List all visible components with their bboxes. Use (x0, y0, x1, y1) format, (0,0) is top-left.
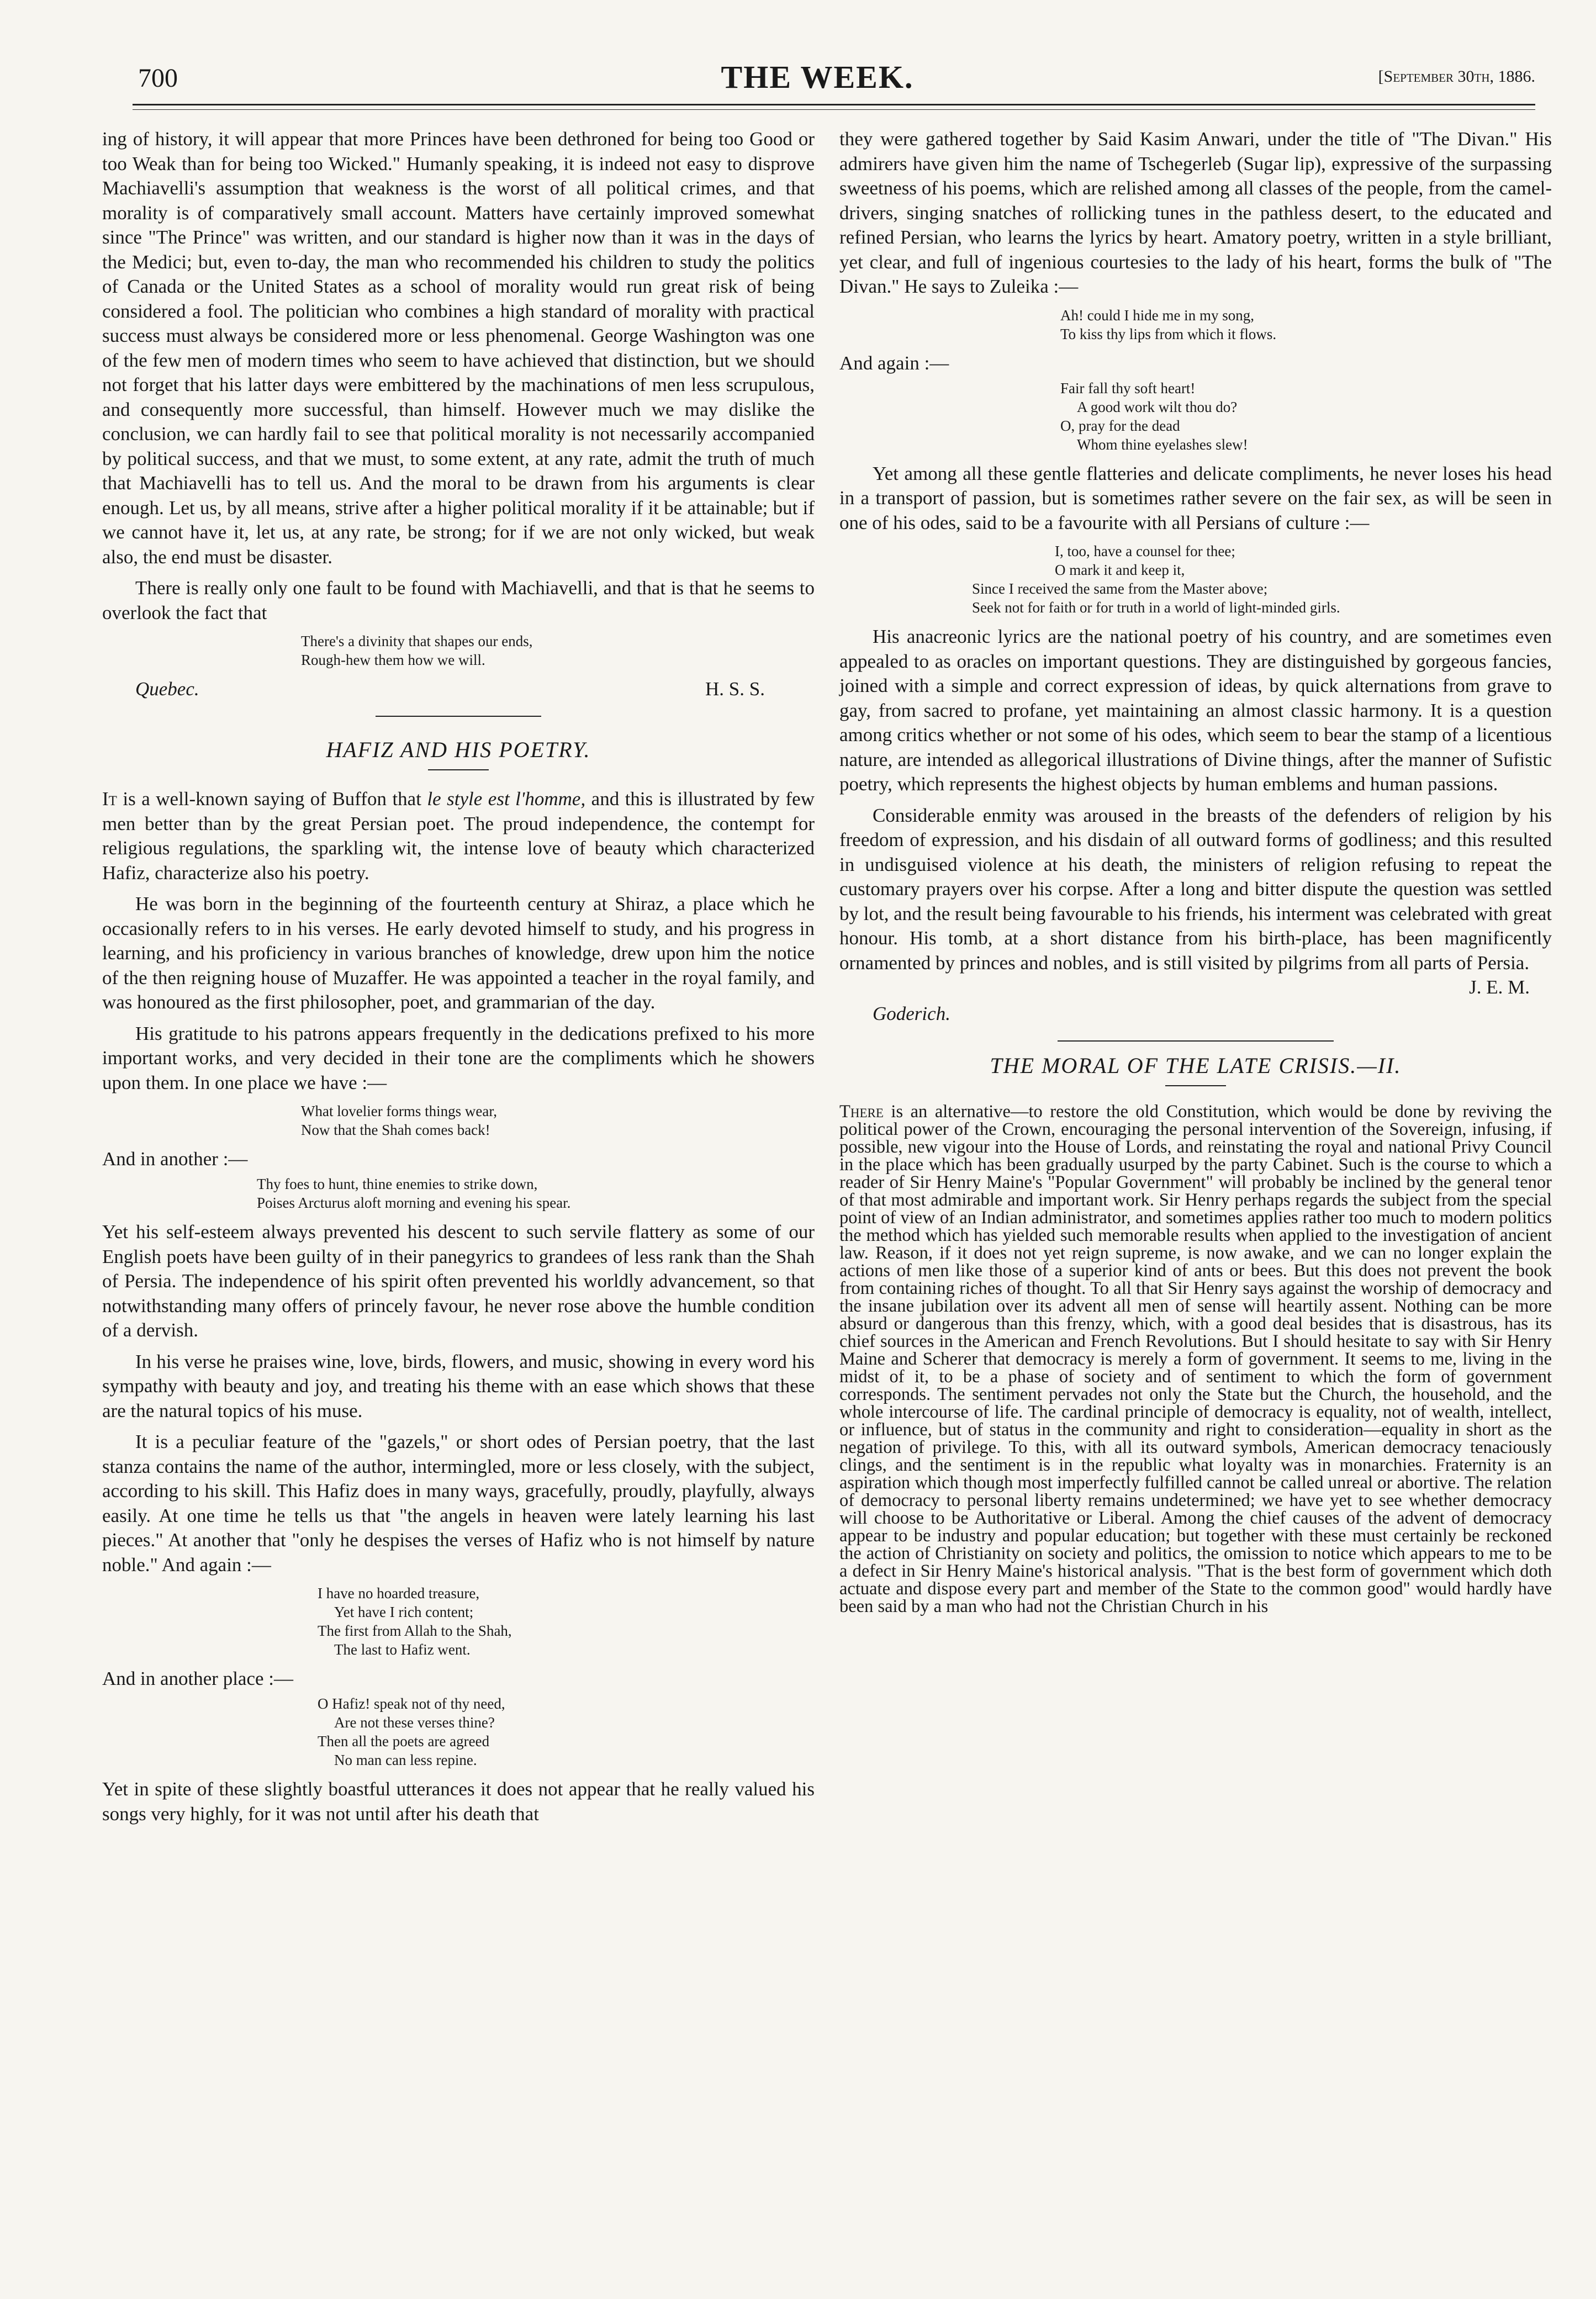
text-run: is a well-known saying of Buffon that (117, 788, 427, 810)
paragraph: Yet among all these gentle flatteries and delicate compliments, he never loses his head in a transport of passion, but is sometimes rather severe on the fair sex, as will be seen in one of his odes, said to be a favourite with all Persians of culture :— (839, 462, 1552, 533)
verse-line: O Hafiz! speak not of thy need, (318, 1695, 505, 1712)
quote-intro: And in another :— (102, 1148, 248, 1170)
signature-place: Quebec. (135, 678, 199, 700)
verse-line: Whom thine eyelashes slew! (1077, 436, 1248, 453)
text-run: and this is illustrated by few men better than by the great Persian poet. The proud independence, the contempt for religious regulations, the sparkling wit, the intense love of beauty which characterized Hafiz, characterize also his poetry. (102, 788, 815, 884)
issue-date: [September 30th, 1886. (1378, 67, 1535, 86)
verse-line: Then all the poets are agreed (318, 1733, 490, 1750)
verse-quote (839, 379, 1552, 454)
right-column (839, 127, 1552, 1615)
article-signature (102, 677, 815, 701)
title-rule (428, 769, 489, 770)
verse-quote (102, 1102, 815, 1139)
title-rule (1165, 1085, 1226, 1086)
verse-line: Since I received the same from the Master above; (972, 580, 1268, 597)
paragraph: Yet his self-esteem always prevented his descent to such servile flattery as some of our English poets have been guilty of in their panegyrics to grandees of less rank than the Shah of Persia. The independence of his spirit often prevented his worldly advancement, so that notwithstanding many offers of princely favour, he never rose above the humble condition of a dervish. (102, 1221, 815, 1341)
paragraph (839, 1103, 1552, 1615)
article-title-hafiz: HAFIZ AND HIS POETRY. (326, 737, 591, 762)
quote-intro: And in another place :— (102, 1668, 294, 1689)
paragraph: they were gathered together by Said Kasim Anwari, under the title of "The Divan." His admirers have given him the name of Tschegerleb (Sugar lip), expressive of the surpassing sweetness of his poems, which are relished among all classes of the people, from the camel-drivers, singing snatches of rollicking tunes in the pathless desert, to the educated and refined Persian, who learns the lyrics by heart. Amatory poetry, written in a style brilliant, yet clear, and full of ingenious courtesies to the lady of his heart, forms the bulk of "The Divan." He says to Zuleika :— (839, 128, 1552, 297)
verse-line: Yet have I rich content; (334, 1604, 474, 1620)
paragraph: Yet in spite of these slightly boastful utterances it does not appear that he really valued his songs very highly, for it was not until after his death that (102, 1778, 815, 1825)
verse-quote (102, 1175, 815, 1212)
masthead: THE WEEK. (721, 59, 914, 95)
verse-line: A good work wilt thou do? (1077, 398, 1238, 415)
section-divider (1058, 1040, 1334, 1042)
article-title-crisis: THE MORAL OF THE LATE CRISIS.—II. (990, 1053, 1402, 1078)
verse-line: O, pray for the dead (1060, 417, 1180, 434)
verse-line: Now that the Shah comes back! (301, 1122, 490, 1138)
quote-intro: And again :— (839, 352, 949, 374)
signature-initials: H. S. S. (705, 678, 765, 700)
paragraph: ing of history, it will appear that more Princes have been dethroned for being too Good or too Weak than for being too Wicked." Humanly speaking, it is indeed not easy to disprove Machiavelli's assumption that weakness is the worst of all political crimes, and that morality is of comparatively small account. Matters have certainly improved somewhat since "The Prince" was written, and our standard is higher now than it was in the days of the Medici; but, even to-day, the man who recommended his children to study the politics of Canada or the United States as a school of morality would run great risk of being considered a fool. The politician who combines a high standard of morality with practical success must always be considered more or less phenomenal. George Washington was one of the few men of modern times who seem to have achieved that distinction, but we should not forget that his latter days were embittered by the machinations of men less scrupulous, and consequently more successful, than himself. However much we may dislike the conclusion, we can hardly fail to see that political morality is not necessarily accompanied by political success, and that we must, to some extent, at any rate, admit the truth of much that Machiavelli has to tell us. And the moral to be drawn from his arguments is clear enough. Let us, by all means, strive after a higher political morality if it be attainable; but if we cannot have it, let us, at any rate, be strong; for if we are not only wicked, but weak also, the end must be disaster. (102, 128, 815, 568)
drop-word: It (102, 788, 117, 810)
verse-line: To kiss thy lips from which it flows. (1060, 325, 1277, 342)
verse-line: O mark it and keep it, (1055, 562, 1185, 578)
verse-line: The last to Hafiz went. (334, 1641, 471, 1658)
paragraph: His anacreonic lyrics are the national poetry of his country, and are sometimes even appealed to as oracles on important questions. They are distinguished by gorgeous fancies, joined with a simple and correct expression of ideas, by quick alternations from grave to gay, from sacred to profane, yet maintaining an almost classic harmony. It is a question among critics whether or not some of his odes, which seem to bear the stamp of a licentious nature, are intended as allegorical illustrations of Divine things, after the manner of Sufistic poetry, which represents the highest objects by human emblems and human passions. (839, 626, 1552, 795)
header-rule-thin (133, 109, 1535, 110)
signature-place: Goderich. (873, 1003, 950, 1024)
verse-line: The first from Allah to the Shah, (318, 1622, 512, 1639)
verse-line: Are not these verses thine? (334, 1714, 495, 1731)
verse-line: Seek not for faith or for truth in a world of light-minded girls. (972, 599, 1340, 616)
paragraph: There is really only one fault to be found with Machiavelli, and that is that he seems to overlook the fact that (102, 577, 815, 623)
signature-initials: J. E. M. (1469, 976, 1530, 998)
verse-line: There's a divinity that shapes our ends, (301, 633, 533, 649)
paragraph: Considerable enmity was aroused in the breasts of the defenders of religion by his freedom of expression, and his disdain of all outward forms of godliness; and this resulted in undisguised violence at his death, the ministers of religion refusing to repeat the customary prayers over his corpse. After a long and bitter dispute the question was settled by lot, and the result being favourable to his friends, his interment was celebrated with great honour. His tomb, at a short distance from his birth-place, has been magnificently ornamented by princes and nobles, and is still visited by pilgrims from all parts of Persia. (839, 804, 1552, 974)
article-signature (839, 975, 1552, 1000)
page-number: 700 (138, 64, 178, 93)
left-column (102, 127, 815, 1833)
drop-word: There (839, 1102, 884, 1122)
paragraph: In his verse he praises wine, love, birds, flowers, and music, showing in every word his sympathy with beauty and joy, and treating his theme with an ease which shows that these are the natural topics of his muse. (102, 1350, 815, 1421)
verse-quote (102, 1584, 815, 1659)
paragraph: His gratitude to his patrons appears frequently in the dedications prefixed to his more important works, and very decided in their tone are the compliments which he showers upon them. In one place we have :— (102, 1022, 815, 1093)
verse-line: Rough-hew them how we will. (301, 652, 485, 668)
verse-line: What lovelier forms things wear, (301, 1103, 498, 1119)
italic-phrase: le style est l'homme, (427, 788, 586, 810)
paragraph (102, 787, 815, 885)
text-run: is an alternative—to restore the old Constitution, which would be done by reviving the political power of the Crown, encouraging the personal intervention of the Sovereign, infusing, if possible, new vigour into the House of Lords, and reinstating the royal and national Privy Council in the place which has been gradually usurped by the party Cabinet. Such is the course to which a reader of Sir Henry Maine's "Popular Government" will probably be inclined by the general tenor of that most admirable and important work. Sir Henry perhaps regards the subject from the special point of view of an Indian administrator, and sometimes applies rather too much to modern politics the method which has yielded such memorable results when applied to the investigation of ancient law. Reason, if it does not yet reign supreme, is now awake, and we can no longer explain the actions of men like those of a superior kind of ants or bees. But this does not prevent the book from containing riches of thought. To all that Sir Henry says against the worship of democracy and the insane jubilation over its advent all men of sense will heartily assent. Nothing can be more absurd or dangerous than this frenzy, which, with a good deal besides that is disastrous, has its chief sources in the American and French Revolutions. But I should hesitate to say with Sir Henry Maine and Scherer that democracy is merely a form of government. It seems to me, living in the midst of it, to be a phase of society and of sentiment to which the form of government corresponds. The sentiment pervades not only the State but the Church, the household, and the whole intercourse of life. The cardinal principle of democracy is equality, not of wealth, intellect, or influence, but of status in the community and right to consideration—equality in short as the negation of privilege. To this, with all its outward symbols, American democracy tenaciously clings, and the sentiment is in the republic what loyalty was in monarchies. Fraternity is an aspiration which though most imperfectly fulfilled cannot be called unreal or abortive. The relation of democracy to personal liberty remains undetermined; we have yet to see whether democracy will choose to be Authoritative or Liberal. Among the chief causes of the advent of democracy appear to be industry and popular education; but together with these must certainly be reckoned the action of Christianity on society and politics, the omission to notice which appears to me to be a defect in Sir Henry Maine's historical analysis. "That is the best form of government which doth actuate and dispose every part and member of the State to the common good" would hardly have been said by a man who had not the Christian Church in his (839, 1102, 1552, 1616)
verse-line: No man can less repine. (334, 1752, 477, 1768)
paragraph: He was born in the beginning of the fourteenth century at Shiraz, a place which he occasionally refers to in his verses. He early devoted himself to study, and his progress in learning, and his proficiency in various branches of knowledge, drew upon him the notice of the then reigning house of Muzaffer. He was appointed a teacher in the royal family, and was honoured as the first philosopher, poet, and grammarian of the day. (102, 893, 815, 1013)
verse-line: Thy foes to hunt, thine enemies to strike down, (257, 1176, 538, 1192)
paragraph: It is a peculiar feature of the "gazels," or short odes of Persian poetry, that the last stanza contains the name of the author, intermingled, more or less closely, with the subject, according to his skill. This Hafiz does in many ways, gracefully, proudly, playfully, always easily. At one time he tells us that "the angels in heaven were lately learning his last pieces." At another that "only he despises the verses of Hafiz who is not himself by nature noble." And again :— (102, 1431, 815, 1576)
section-divider (376, 716, 541, 717)
verse-quote (102, 1694, 815, 1769)
header-rule (133, 104, 1535, 105)
verse-line: Fair fall thy soft heart! (1060, 379, 1196, 397)
verse-quote (839, 306, 1552, 343)
verse-line: Poises Arcturus aloft morning and evening his spear. (257, 1195, 571, 1211)
verse-line: Ah! could I hide me in my song, (1060, 306, 1254, 324)
verse-line: I have no hoarded treasure, (318, 1585, 480, 1602)
page-header (99, 55, 1535, 99)
verse-quote (839, 542, 1552, 617)
verse-quote (102, 632, 815, 669)
verse-line: I, too, have a counsel for thee; (1055, 543, 1235, 559)
